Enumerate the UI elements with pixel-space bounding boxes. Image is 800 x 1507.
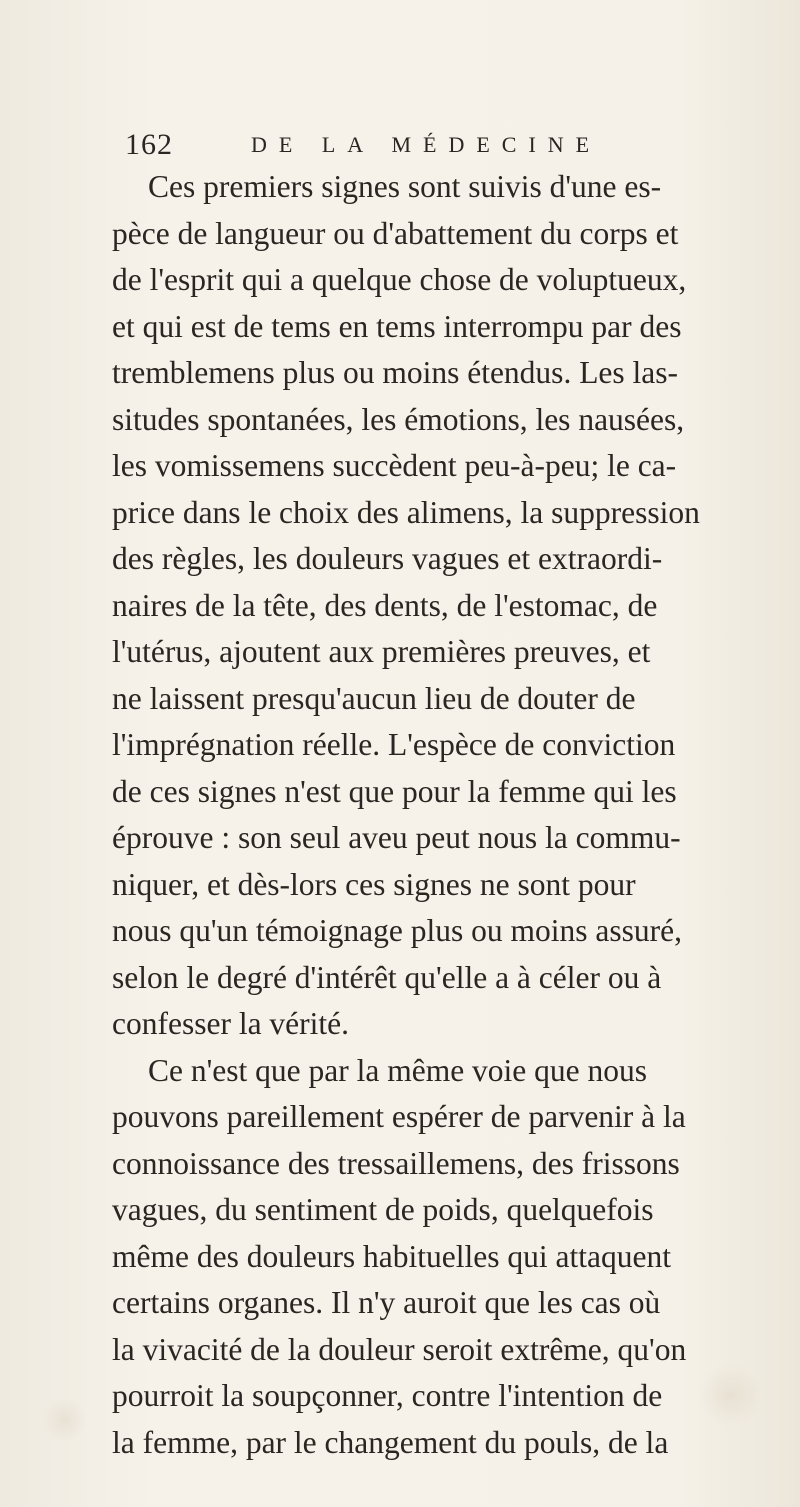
text-line: les vomissemens succèdent peu-à-peu; le ca- xyxy=(112,448,677,483)
text-line: certains organes. Il n'y auroit que les cas où xyxy=(112,1285,661,1320)
text-line: price dans le choix des alimens, la suppression xyxy=(112,494,700,530)
text-line: et qui est de tems en tems interrompu par des xyxy=(112,308,682,344)
text-line: confesser la vérité. xyxy=(112,1006,350,1041)
text-line: l'utérus, ajoutent aux premières preuves, et xyxy=(112,634,651,669)
paper-stain xyxy=(40,1400,90,1440)
text-line: nous qu'un témoignage plus ou moins assuré, xyxy=(112,913,682,948)
text-line: pourroit la soupçonner, contre l'intention de xyxy=(112,1378,663,1413)
text-line: la vivacité de la douleur seroit extrême, qu'on xyxy=(112,1331,687,1367)
running-head xyxy=(125,128,685,164)
text-line: pouvons pareillement espérer de parvenir à la xyxy=(112,1099,686,1134)
text-line: des règles, les douleurs vagues et extraordi- xyxy=(112,541,663,576)
text-line: Ce n'est que par la même voie que nous xyxy=(148,1052,648,1088)
text-line: l'imprégnation réelle. L'espèce de conviction xyxy=(112,727,676,762)
text-line: même des douleurs habituelles qui attaquent xyxy=(112,1238,671,1274)
text-line: connoissance des tressaillemens, des frissons xyxy=(112,1145,680,1181)
text-line: selon le degré d'intérêt qu'elle a à céler ou à xyxy=(112,959,662,995)
text-line: Ces premiers signes sont suivis d'une es- xyxy=(148,169,662,204)
text-line: éprouve : son seul aveu peut nous la commu- xyxy=(112,820,681,855)
text-line: de l'esprit qui a quelque chose de voluptueux, xyxy=(112,262,687,297)
text-line: niquer, et dès-lors ces signes ne sont pour xyxy=(112,866,636,902)
text-line: de ces signes n'est que pour la femme qui les xyxy=(112,773,677,809)
text-line: naires de la tête, des dents, de l'estomac, de xyxy=(112,587,658,623)
running-title: DE LA MÉDECINE xyxy=(251,132,602,157)
text-line: situdes spontanées, les émotions, les nausées, xyxy=(112,401,685,437)
page-number: 162 xyxy=(125,128,173,161)
text-line: tremblemens plus ou moins étendus. Les las- xyxy=(112,355,679,390)
text-line: ne laissent presqu'aucun lieu de douter de xyxy=(112,680,636,716)
text-line: la femme, par le changement du pouls, de la xyxy=(112,1424,669,1460)
text-line: vagues, du sentiment de poids, quelquefois xyxy=(112,1192,654,1227)
text-line: pèce de langueur ou d'abattement du corps et xyxy=(112,215,679,251)
body-text xyxy=(112,164,792,1466)
